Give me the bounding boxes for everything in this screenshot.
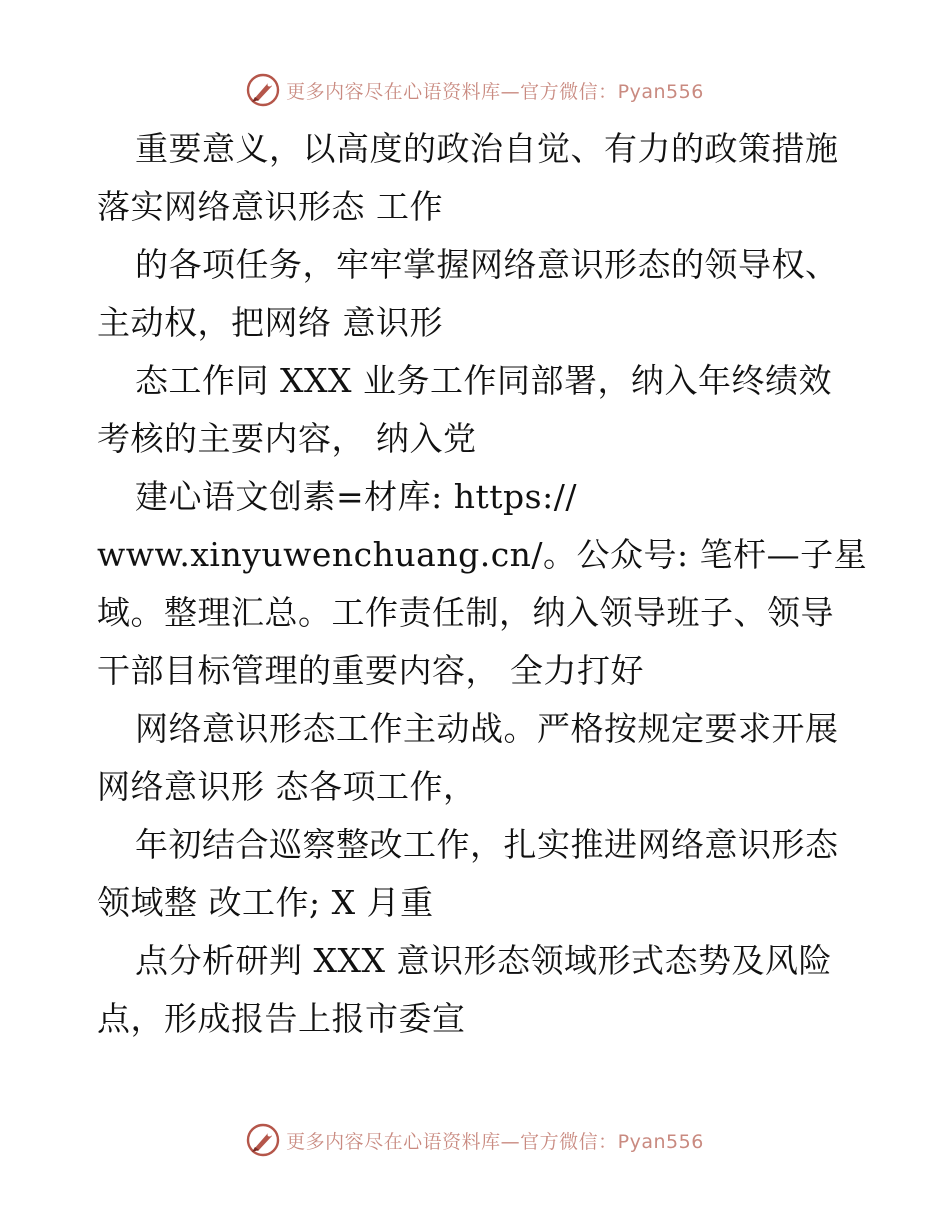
text-line: 域。整理汇总。工作责任制，纳入领导班子、领导 [97, 593, 834, 632]
text-line: 领域整 改工作; X 月重 [97, 883, 434, 922]
text-line: 网络意识形 态各项工作， [97, 767, 477, 806]
footer-watermark-text: 更多内容尽在心语资料库—官方微信：Pyan556 [286, 1130, 704, 1153]
header-watermark-text: 更多内容尽在心语资料库—官方微信：Pyan556 [286, 80, 704, 103]
text-line: 点分析研判 XXX 意识形态领域形式态势及风险 [135, 941, 832, 980]
text-line: 态工作同 XXX 业务工作同部署，纳入年终绩效 [135, 361, 832, 400]
document-body [97, 120, 868, 1048]
pen-logo-icon [246, 73, 280, 107]
text-line: 的各项任务，牢牢掌握网络意识形态的领导权、 [135, 245, 839, 284]
text-line: 网络意识形态工作主动战。严格按规定要求开展 [135, 709, 839, 748]
text-line: 建心语文创素=材库: https:// [135, 477, 577, 516]
text-line: 考核的主要内容， 纳入党 [97, 419, 477, 458]
pen-logo-icon [246, 1123, 280, 1157]
text-line: 点，形成报告上报市委宣 [97, 999, 466, 1038]
footer-watermark [0, 1120, 950, 1160]
header-watermark [0, 70, 950, 110]
text-line: 主动权，把网络 意识形 [97, 303, 443, 342]
text-line: 干部目标管理的重要内容， 全力打好 [97, 651, 644, 690]
text-line: 年初结合巡察整改工作，扎实推进网络意识形态 [135, 825, 839, 864]
text-line: 落实网络意识形态 工作 [97, 187, 443, 226]
text-line: 重要意义，以高度的政治自觉、有力的政策措施 [135, 129, 839, 168]
text-line: www.xinyuwenchuang.cn/。公众号: 笔杆—子星 [97, 535, 868, 574]
